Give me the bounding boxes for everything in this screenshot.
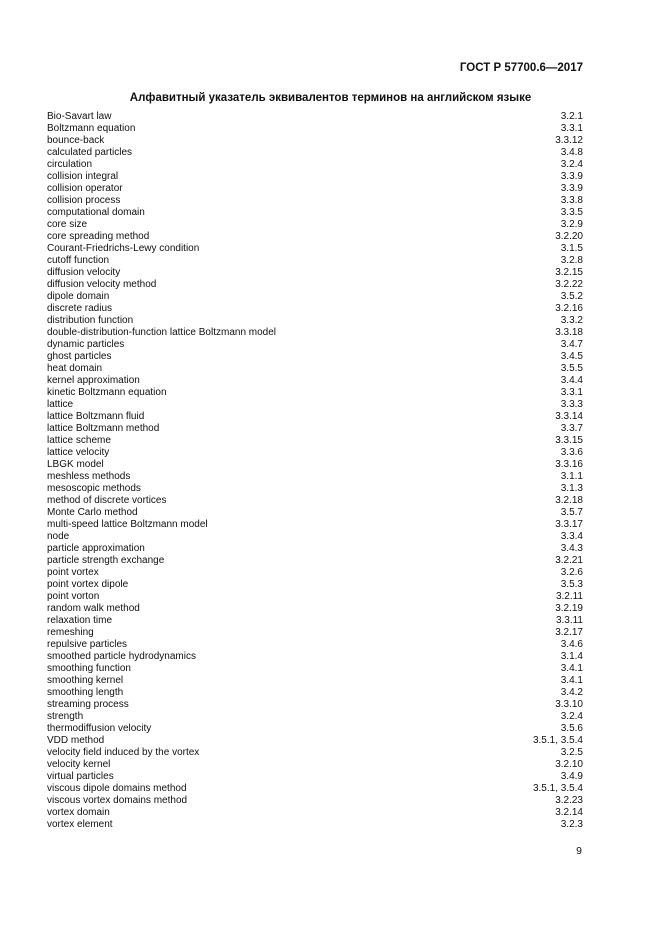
index-section-ref: 3.2.4 (560, 711, 583, 722)
index-term: collision integral (47, 171, 119, 182)
index-section-ref: 3.5.1, 3.5.4 (532, 783, 583, 794)
index-term: velocity field induced by the vortex (47, 747, 200, 758)
index-term: multi-speed lattice Boltzmann model (47, 519, 208, 530)
index-section-ref: 3.4.5 (560, 351, 583, 362)
index-entry (47, 771, 583, 783)
index-entry (47, 279, 583, 291)
index-entry (47, 267, 583, 279)
index-entry (47, 315, 583, 327)
index-term: collision process (47, 195, 121, 206)
index-entry (47, 207, 583, 219)
index-entry (47, 447, 583, 459)
index-entry (47, 327, 583, 339)
index-entry (47, 627, 583, 639)
index-section-ref: 3.3.4 (560, 531, 583, 542)
index-section-ref: 3.2.9 (560, 219, 583, 230)
index-term: circulation (47, 159, 93, 170)
index-term: lattice Boltzmann fluid (47, 411, 145, 422)
index-term: particle approximation (47, 543, 145, 554)
index-term: smoothing length (47, 687, 124, 698)
index-section-ref: 3.2.17 (555, 627, 583, 638)
index-term: repulsive particles (47, 639, 128, 650)
index-entry (47, 555, 583, 567)
index-term: diffusion velocity method (47, 279, 157, 290)
index-term: distribution function (47, 315, 134, 326)
index-section-ref: 3.3.9 (560, 171, 583, 182)
index-section-ref: 3.3.16 (555, 459, 583, 470)
index-term: smoothed particle hydrodynamics (47, 651, 196, 662)
index-section-ref: 3.2.4 (560, 159, 583, 170)
index-section-ref: 3.3.6 (560, 447, 583, 458)
index-entry (47, 147, 583, 159)
index-entry (47, 219, 583, 231)
index-section-ref: 3.2.11 (555, 591, 583, 602)
index-term: double-distribution-function lattice Boltzmann model (47, 327, 277, 338)
index-term: mesoscopic methods (47, 483, 141, 494)
index-title: Алфавитный указатель эквивалентов терминов на английском языке (129, 92, 532, 104)
index-term: dynamic particles (47, 339, 125, 350)
index-term: lattice Boltzmann method (47, 423, 160, 434)
index-term: bounce-back (47, 135, 105, 146)
index-term: method of discrete vortices (47, 495, 167, 506)
index-entry (47, 351, 583, 363)
index-section-ref: 3.3.12 (555, 135, 583, 146)
index-section-ref: 3.2.23 (555, 795, 583, 806)
index-entry (47, 687, 583, 699)
index-section-ref: 3.3.15 (555, 435, 583, 446)
index-entry (47, 291, 583, 303)
index-term: point vortex (47, 567, 99, 578)
index-entry (47, 435, 583, 447)
index-entry (47, 795, 583, 807)
index-entry (47, 723, 583, 735)
index-term: particle strength exchange (47, 555, 165, 566)
index-term: discrete radius (47, 303, 113, 314)
index-section-ref: 3.5.7 (560, 507, 583, 518)
index-section-ref: 3.1.4 (560, 651, 583, 662)
index-term: relaxation time (47, 615, 113, 626)
index-entry (47, 543, 583, 555)
index-section-ref: 3.4.7 (560, 339, 583, 350)
index-term: kinetic Boltzmann equation (47, 387, 167, 398)
index-term: lattice scheme (47, 435, 111, 446)
index-section-ref: 3.4.6 (560, 639, 583, 650)
index-entry (47, 579, 583, 591)
index-section-ref: 3.3.17 (555, 519, 583, 530)
index-entry (47, 231, 583, 243)
index-section-ref: 3.5.6 (560, 723, 583, 734)
index-term: Courant-Friedrichs-Lewy condition (47, 243, 200, 254)
index-entry (47, 411, 583, 423)
index-term: cutoff function (47, 255, 110, 266)
index-section-ref: 3.3.7 (560, 423, 583, 434)
index-entry (47, 747, 583, 759)
index-term: core size (47, 219, 88, 230)
index-term: heat domain (47, 363, 103, 374)
index-section-ref: 3.1.3 (560, 483, 583, 494)
index-term: Bio-Savart law (47, 111, 112, 122)
index-section-ref: 3.5.1, 3.5.4 (532, 735, 583, 746)
index-entry (47, 303, 583, 315)
index-section-ref: 3.3.9 (560, 183, 583, 194)
index-term: viscous dipole domains method (47, 783, 187, 794)
index-term: diffusion velocity (47, 267, 121, 278)
index-section-ref: 3.2.8 (560, 255, 583, 266)
index-entry (47, 507, 583, 519)
index-section-ref: 3.3.1 (560, 387, 583, 398)
index-term: random walk method (47, 603, 140, 614)
index-section-ref: 3.4.1 (560, 675, 583, 686)
index-section-ref: 3.2.16 (555, 303, 583, 314)
index-section-ref: 3.5.2 (560, 291, 583, 302)
index-section-ref: 3.2.5 (560, 747, 583, 758)
index-section-ref: 3.3.14 (555, 411, 583, 422)
index-entry (47, 759, 583, 771)
index-section-ref: 3.5.3 (560, 579, 583, 590)
index-entry (47, 471, 583, 483)
index-term: node (47, 531, 70, 542)
index-section-ref: 3.3.5 (560, 207, 583, 218)
index-term: collision operator (47, 183, 123, 194)
index-entry (47, 783, 583, 795)
index-term: dipole domain (47, 291, 110, 302)
index-entry (47, 615, 583, 627)
index-term: thermodiffusion velocity (47, 723, 152, 734)
index-term: velocity kernel (47, 759, 111, 770)
index-term: smoothing function (47, 663, 131, 674)
index-section-ref: 3.2.18 (555, 495, 583, 506)
index-term: point vortex dipole (47, 579, 129, 590)
index-entry (47, 399, 583, 411)
index-term: kernel approximation (47, 375, 140, 386)
index-term: Monte Carlo method (47, 507, 138, 518)
index-entry (47, 483, 583, 495)
index-section-ref: 3.1.1 (560, 471, 583, 482)
index-term: meshless methods (47, 471, 131, 482)
index-term: calculated particles (47, 147, 133, 158)
index-term: strength (47, 711, 84, 722)
index-entry (47, 735, 583, 747)
index-entry (47, 243, 583, 255)
index-term: LBGK model (47, 459, 104, 470)
index-term: vortex domain (47, 807, 110, 818)
index-entry (47, 567, 583, 579)
index-section-ref: 3.3.2 (560, 315, 583, 326)
index-section-ref: 3.3.1 (560, 123, 583, 134)
index-entry (47, 519, 583, 531)
index-entry (47, 699, 583, 711)
index-section-ref: 3.2.14 (555, 807, 583, 818)
index-section-ref: 3.2.15 (555, 267, 583, 278)
index-entry (47, 387, 583, 399)
index-term: core spreading method (47, 231, 150, 242)
index-section-ref: 3.2.1 (560, 111, 583, 122)
index-section-ref: 3.2.20 (555, 231, 583, 242)
index-section-ref: 3.4.9 (560, 771, 583, 782)
index-term: ghost particles (47, 351, 112, 362)
index-entry (47, 675, 583, 687)
index-section-ref: 3.3.10 (555, 699, 583, 710)
index-section-ref: 3.3.3 (560, 399, 583, 410)
index-term: remeshing (47, 627, 94, 638)
index-term: streaming process (47, 699, 129, 710)
index-section-ref: 3.2.22 (555, 279, 583, 290)
index-term: virtual particles (47, 771, 114, 782)
index-term: lattice velocity (47, 447, 110, 458)
standard-code: ГОСТ Р 57700.6—2017 (459, 62, 583, 74)
index-entry (47, 603, 583, 615)
index-entry (47, 255, 583, 267)
index-entry (47, 159, 583, 171)
index-section-ref: 3.1.5 (560, 243, 583, 254)
index-section-ref: 3.4.3 (560, 543, 583, 554)
index-entry (47, 123, 583, 135)
index-entry (47, 375, 583, 387)
index-section-ref: 3.4.1 (560, 663, 583, 674)
index-section-ref: 3.4.2 (560, 687, 583, 698)
index-term: smoothing kernel (47, 675, 124, 686)
index-entry (47, 819, 583, 831)
index-entry (47, 111, 583, 123)
page-number: 9 (576, 845, 582, 857)
index-entry (47, 183, 583, 195)
index-term: VDD method (47, 735, 105, 746)
index-term: vortex element (47, 819, 113, 830)
index-term: viscous vortex domains method (47, 795, 188, 806)
index-entry (47, 195, 583, 207)
index-entry (47, 639, 583, 651)
index-entry (47, 711, 583, 723)
index-section-ref: 3.2.6 (560, 567, 583, 578)
index-entry (47, 135, 583, 147)
index-section-ref: 3.3.11 (555, 615, 583, 626)
page-header (0, 61, 661, 77)
index-entry (47, 423, 583, 435)
index-entry (47, 663, 583, 675)
index-term: Boltzmann equation (47, 123, 136, 134)
index-section-ref: 3.5.5 (560, 363, 583, 374)
index-entry (47, 807, 583, 819)
index-entry (47, 651, 583, 663)
term-index-list (47, 111, 583, 831)
index-section-ref: 3.2.3 (560, 819, 583, 830)
index-section-ref: 3.3.18 (555, 327, 583, 338)
index-term: lattice (47, 399, 74, 410)
index-section-ref: 3.4.4 (560, 375, 583, 386)
index-entry (47, 363, 583, 375)
index-term: computational domain (47, 207, 145, 218)
index-entry (47, 459, 583, 471)
index-entry (47, 495, 583, 507)
index-section-ref: 3.4.8 (560, 147, 583, 158)
index-entry (47, 591, 583, 603)
index-section-ref: 3.2.21 (555, 555, 583, 566)
index-section-ref: 3.2.19 (555, 603, 583, 614)
index-entry (47, 531, 583, 543)
index-section-ref: 3.3.8 (560, 195, 583, 206)
index-entry (47, 339, 583, 351)
index-term: point vorton (47, 591, 100, 602)
index-section-ref: 3.2.10 (555, 759, 583, 770)
index-entry (47, 171, 583, 183)
